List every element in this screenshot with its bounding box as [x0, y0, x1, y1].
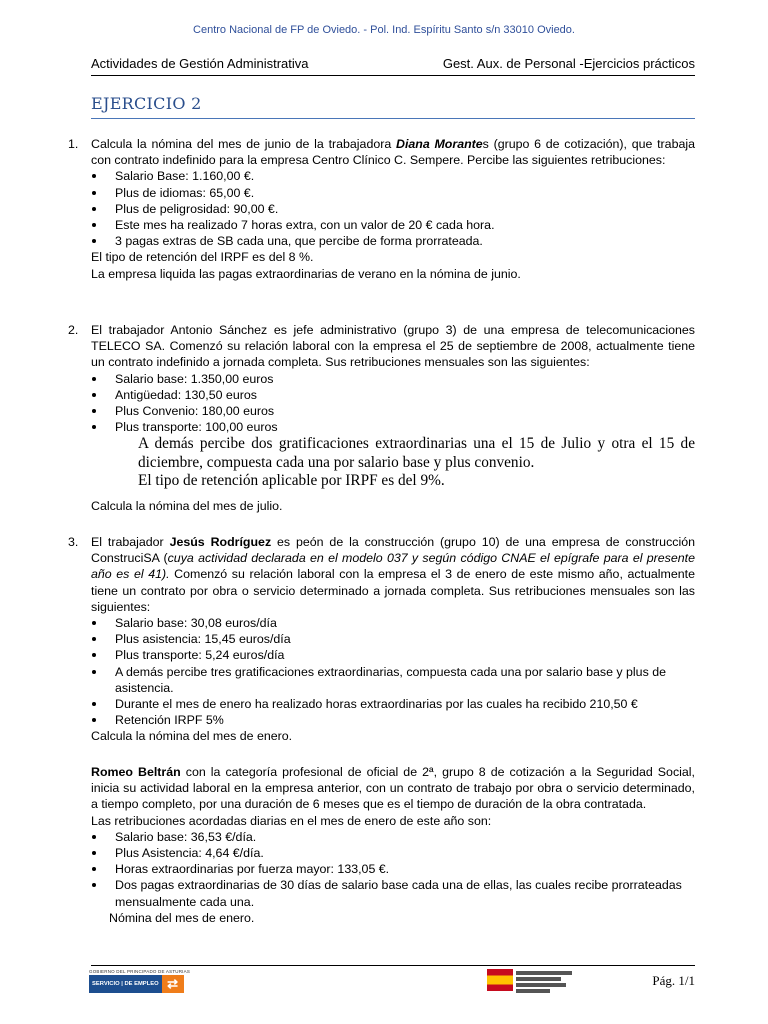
salary-items [68, 371, 695, 436]
list-item: Salario Base: 1.160,00 €. [68, 168, 695, 184]
list-item: Salario base: 30,08 euros/día [68, 615, 695, 631]
title-underline [91, 118, 695, 119]
list-item: 3 pagas extras de SB cada una, que percibe de forma prorrateada. [68, 233, 695, 249]
page-title: EJERCICIO 2 [91, 94, 202, 113]
irpf-line: El tipo de retención del IRPF es del 8 %. [91, 250, 314, 265]
exercise-task: Calcula la nómina del mes de enero. [91, 729, 293, 744]
exercise-number: 1. [68, 137, 79, 151]
worker-name: Diana Morante [396, 137, 483, 151]
footer-divider [91, 965, 695, 966]
exercise-task: Calcula la nómina del mes de julio. [91, 498, 283, 513]
exercise-intro: El trabajador Jesús Rodríguez es peón de la construcción (grupo 10) de una empresa de construcción ConstruciSA (cuya actividad declarada en el modelo 037 y según código CNAE el epígrafe para el presente año es el 41). Comenzó su relación laboral con la empresa el 3 de enero de este mismo año, actualmente tiene un contrato por obra o servicio determinado a jornada completa. Sus retribuciones mensuales son las siguientes: [91, 535, 695, 614]
worker-name: Jesús Rodríguez [169, 535, 272, 549]
payment-line: La empresa liquida las pagas extraordinarias de verano en la nómina de junio. [91, 266, 521, 281]
list-item: Plus transporte: 5,24 euros/día [68, 647, 695, 663]
exercise-4 [68, 764, 695, 926]
list-item: Plus asistencia: 15,45 euros/día [68, 631, 695, 647]
list-item: Durante el mes de enero ha realizado horas extraordinarias por las cuales ha recibido 210,50 € [68, 696, 695, 712]
list-item: Plus Convenio: 180,00 euros [68, 403, 695, 419]
employment-mark-icon: ⇄ [162, 975, 184, 993]
exercise-number: 2. [68, 323, 79, 337]
exercise-intro: Calcula la nómina del mes de junio de la trabajadora Diana Morantes (grupo 6 de cotización), que trabaja con contrato indefinido para la empresa Centro Clínico C. Sempere. Percibe las siguientes retribuciones: [91, 137, 696, 168]
list-item: Salario base: 1.350,00 euros [68, 371, 695, 387]
servicio-empleo-logo: GOBIERNO DEL PRINCIPADO DE ASTURIAS SERVICIO | DE EMPLEO ⇄ [89, 969, 191, 991]
exercise-task: Nómina del mes de enero. [109, 910, 255, 925]
list-item: A demás percibe tres gratificaciones extraordinarias, compuesta cada una por salario base y plus de asistencia. [68, 664, 695, 696]
exercise-3 [68, 534, 695, 745]
government-logo [487, 969, 572, 993]
list-item: Salario base: 36,53 €/día. [68, 829, 695, 845]
list-item: Plus Asistencia: 4,64 €/día. [68, 845, 695, 861]
salary-items [68, 168, 695, 249]
exercise-intro: Romeo Beltrán con la categoría profesional de oficial de 2ª, grupo 8 de cotización a la Seguridad Social, inicia su actividad laboral en la empresa anterior, con un contrato de trabajo por obra o servicio determinado, a tiempo completo, por una duración de 6 meses que es el tiempo de duración de la obra contratada. [91, 765, 695, 812]
list-item: Antigüedad: 130,50 euros [68, 387, 695, 403]
page-number: Pág. 1/1 [652, 973, 695, 988]
salary-items [68, 829, 695, 910]
retribution-line: Las retribuciones acordadas diarias en el mes de enero de este año son: [91, 813, 492, 828]
list-item: Horas extraordinarias por fuerza mayor: 133,05 €. [68, 861, 695, 877]
list-item: Plus de peligrosidad: 90,00 €. [68, 201, 695, 217]
header-topic: Gest. Aux. de Personal -Ejercicios prácticos [442, 56, 695, 71]
spain-flag-icon [487, 969, 513, 991]
list-item: Plus transporte: 100,00 euros [68, 419, 695, 435]
salary-items [68, 615, 695, 728]
worker-name: Romeo Beltrán [91, 765, 181, 779]
header-divider [91, 75, 695, 76]
list-item: Plus de idiomas: 65,00 €. [68, 185, 695, 201]
exercise-2 [68, 322, 695, 514]
list-item: Este mes ha realizado 7 horas extra, con un valor de 20 € cada hora. [68, 217, 695, 233]
exercise-number: 3. [68, 535, 79, 549]
bonus-note: A demás percibe dos gratificaciones extraordinarias una el 15 de Julio y otra el 15 de diciembre, compuesta cada una por salario base y plus convenio. El tipo de retención aplicable por IRPF es del 9%. [138, 435, 695, 490]
header-course: Actividades de Gestión Administrativa [91, 56, 309, 71]
exercise-1 [68, 136, 695, 282]
exercise-intro: El trabajador Antonio Sánchez es jefe administrativo (grupo 3) de una empresa de telecomunicaciones TELECO SA. Comenzó su relación laboral con la empresa el 25 de septiembre de 2008, actualmente tiene un contrato indefinido a jornada completa. Sus retribuciones mensuales son las siguientes: [91, 323, 695, 370]
institution-address: Centro Nacional de FP de Oviedo. - Pol. Ind. Espíritu Santo s/n 33010 Oviedo. [193, 24, 575, 36]
list-item: Dos pagas extraordinarias de 30 días de salario base cada una de ellas, las cuales recibe prorrateadas mensualmente cada una. [68, 877, 695, 909]
list-item: Retención IRPF 5% [68, 712, 695, 728]
